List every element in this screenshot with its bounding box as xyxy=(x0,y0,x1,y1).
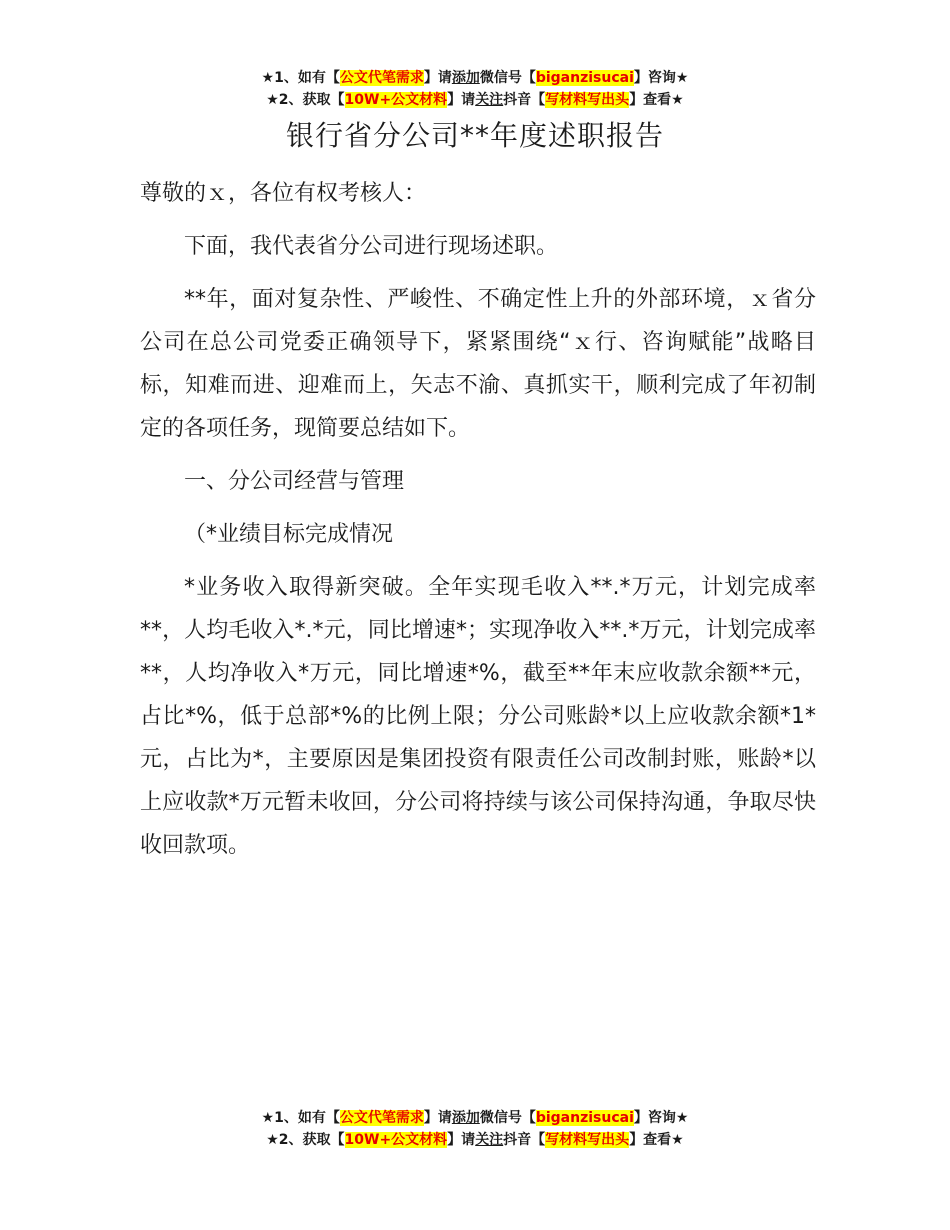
paragraph: *业务收入取得新突破。全年实现毛收入**.*万元，计划完成率**，人均毛收入*.*元，同比增速*；实现净收入**.*万元，计划完成率**，人均净收入*万元，同比增速*%，截至**年末应收款余额**元，占比*%，低于总部*%的比例上限；分公司账龄*以上应收款余额*1*元，占比为*，主要原因是集团投资有限责任公司改制封账，账龄*以上应收款*万元暂未收回，分公司将持续与该公司保持沟通，争取尽快收回款项。 xyxy=(140,575,816,858)
banner-line-1: ★1、如有【公文代笔需求】请添加微信号【biganzisucai】咨询★ xyxy=(261,70,689,86)
banner-line-1: ★1、如有【公文代笔需求】请添加微信号【biganzisucai】咨询★ xyxy=(261,1110,689,1126)
douyin-account: 写材料写出头 xyxy=(545,1132,630,1148)
banner-line-2: ★2、获取【10W+公文材料】请关注抖音【写材料写出头】查看★ xyxy=(266,1132,684,1148)
salutation: 尊敬的ｘ，各位有权考核人： xyxy=(140,181,427,206)
materials-highlight: 10W+公文材料 xyxy=(344,92,448,108)
document-body xyxy=(140,172,816,877)
wechat-id: biganzisucai xyxy=(535,1110,634,1126)
document-title: 银行省分公司**年度述职报告 xyxy=(285,119,664,152)
paragraph: **年，面对复杂性、严峻性、不确定性上升的外部环境，ｘ省分公司在总公司党委正确领导下，紧紧围绕“ｘ行、咨询赋能”战略目标，知难而进、迎难而上，矢志不渝、真抓实干，顺利完成了年初制定的各项任务，现简要总结如下。 xyxy=(140,287,816,441)
banner-line-2: ★2、获取【10W+公文材料】请关注抖音【写材料写出头】查看★ xyxy=(266,92,684,108)
section-heading: 一、分公司经营与管理 xyxy=(184,469,405,494)
service-highlight: 公文代笔需求 xyxy=(339,1110,424,1126)
wechat-id: biganzisucai xyxy=(535,70,634,86)
header-banner xyxy=(0,67,950,111)
service-highlight: 公文代笔需求 xyxy=(339,70,424,86)
douyin-account: 写材料写出头 xyxy=(545,92,630,108)
paragraph: 下面，我代表省分公司进行现场述职。 xyxy=(184,234,559,259)
subsection-heading: （*业绩目标完成情况 xyxy=(184,522,394,547)
footer-banner xyxy=(0,1107,950,1151)
materials-highlight: 10W+公文材料 xyxy=(344,1132,448,1148)
